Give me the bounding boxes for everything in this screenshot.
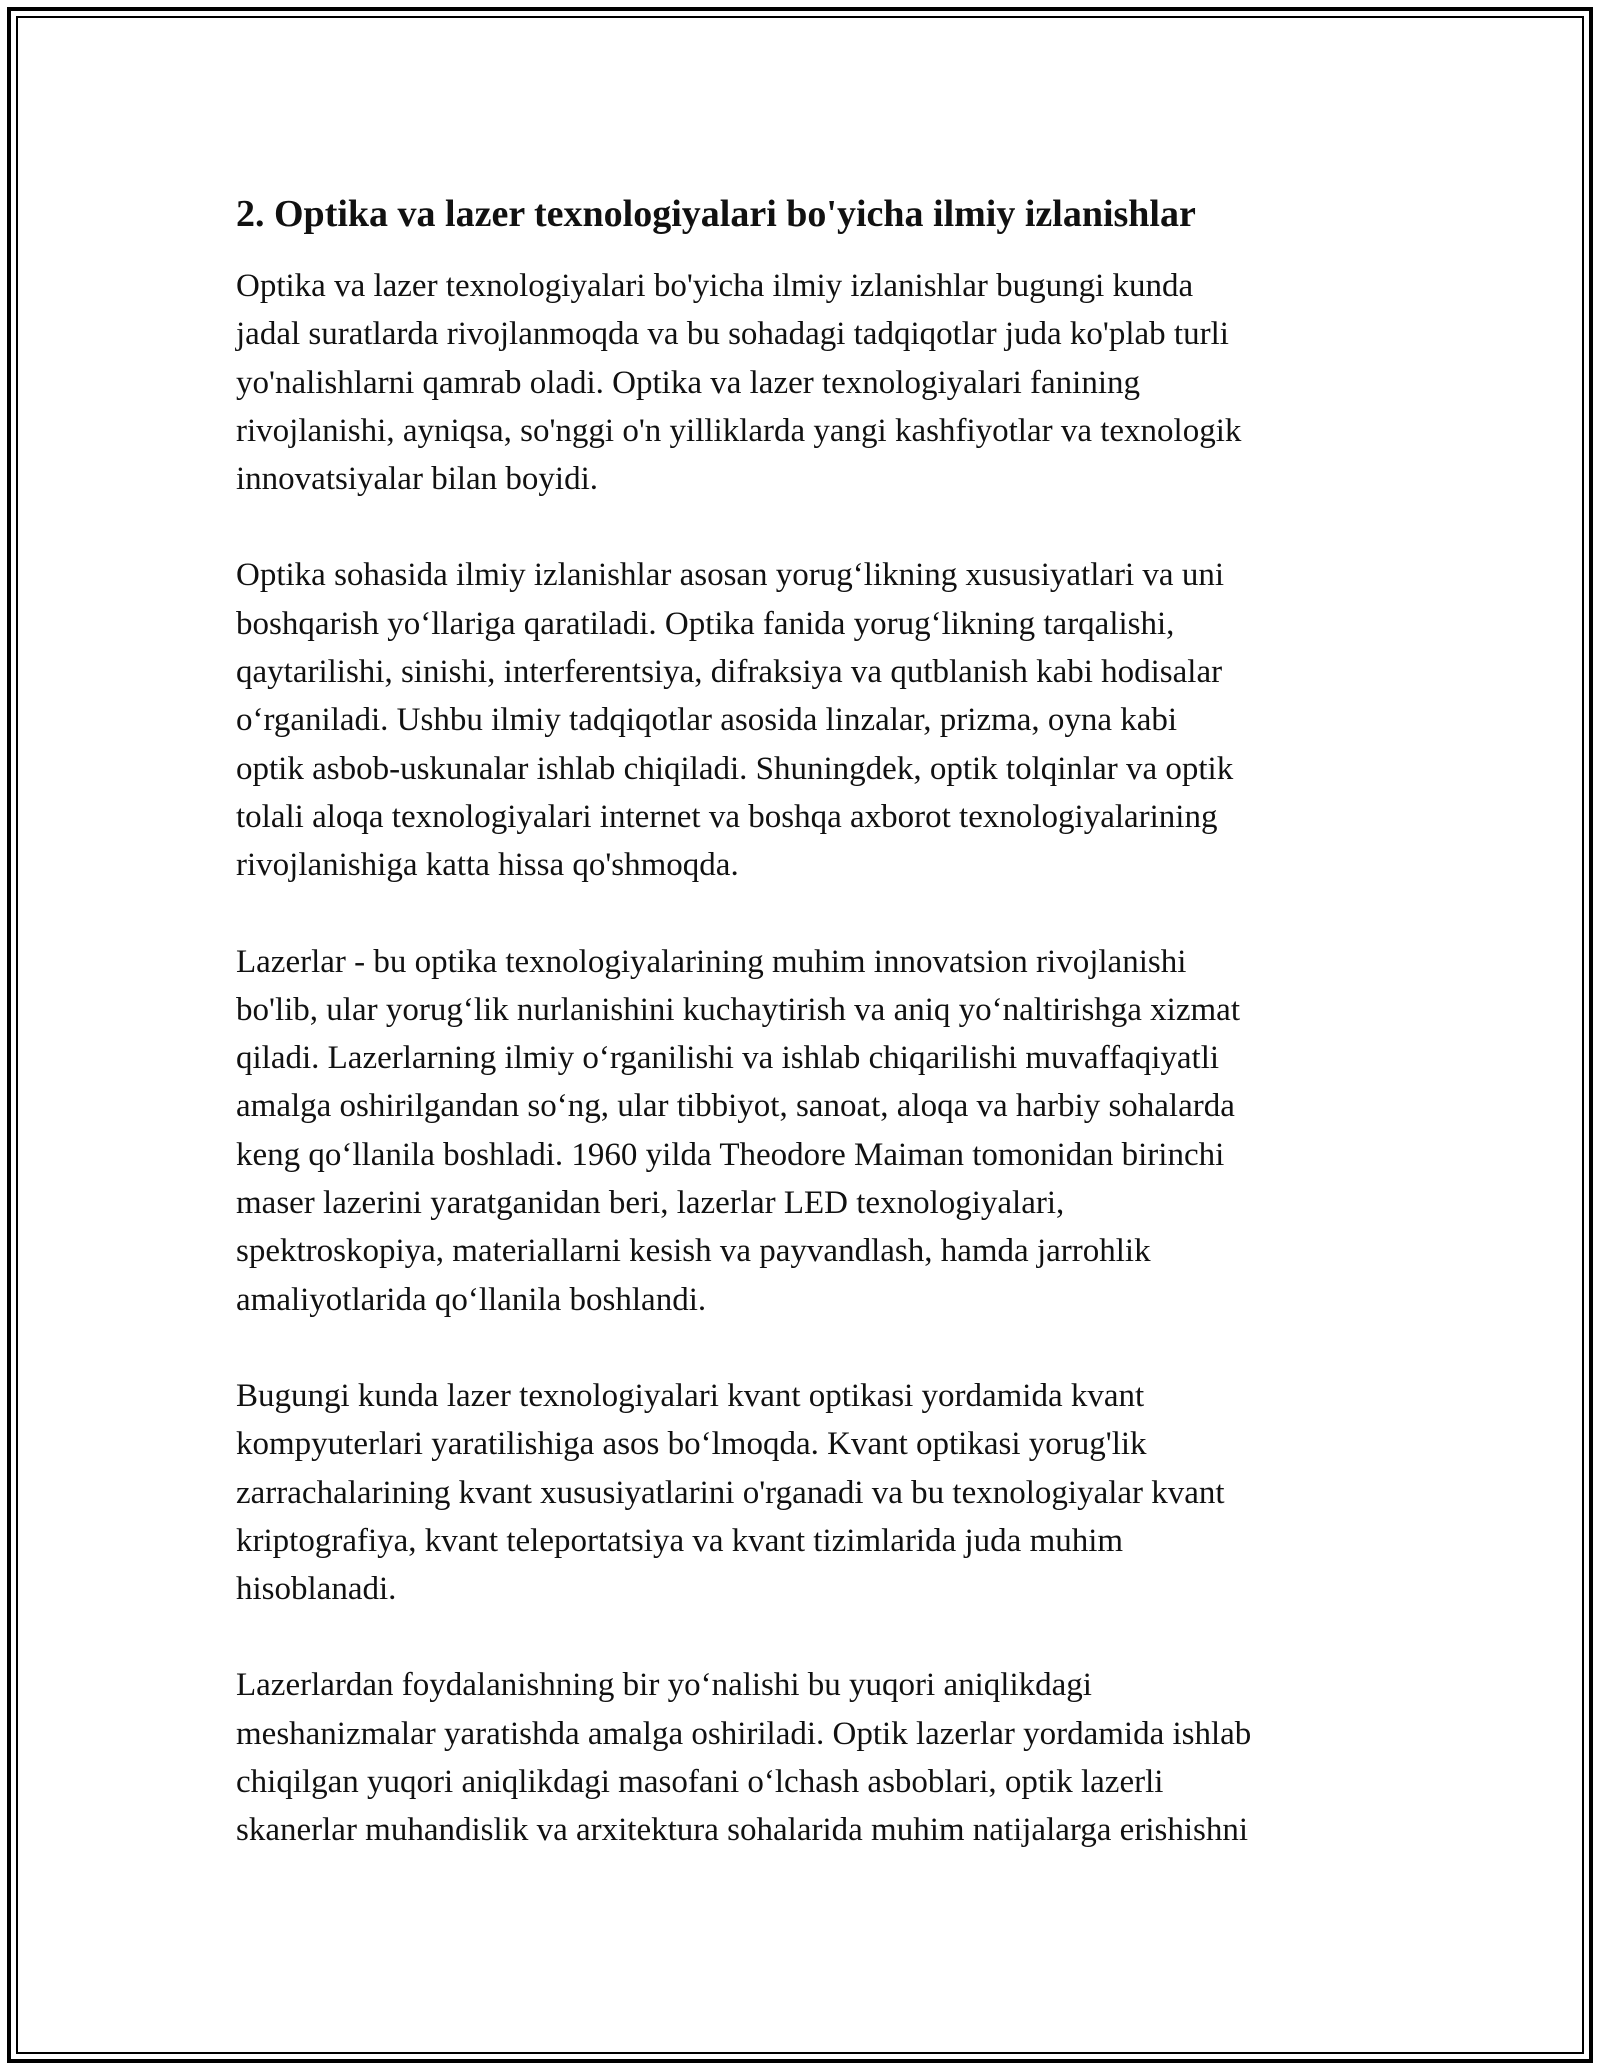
paragraph-intro (236, 262, 1376, 503)
text-line: innovatsiyalar bilan boyidi. (236, 461, 599, 498)
text-line: hisoblanadi. (236, 1571, 397, 1608)
document-body (236, 186, 1376, 1855)
text-line: rivojlanishiga katta hissa qo'shmoqda. (236, 847, 739, 884)
text-line: yo'nalishlarni qamrab oladi. Optika va lazer texnologiyalari fanining (236, 364, 1140, 401)
text-line: amalga oshirilgandan soʻng, ular tibbiyot, sanoat, aloqa va harbiy sohalarda (236, 1088, 1235, 1125)
text-line: zarrachalarining kvant xususiyatlarini o'rganadi va bu texnologiyalar kvant (236, 1474, 1225, 1511)
paragraph-lasers (236, 938, 1376, 1324)
text-line: chiqilgan yuqori aniqlikdagi masofani oʻlchash asboblari, optik lazerli (236, 1764, 1164, 1801)
text-line: jadal suratlarda rivojlanmoqda va bu sohadagi tadqiqotlar juda ko'plab turli (236, 316, 1229, 353)
text-line: maser lazerini yaratganidan beri, lazerlar LED texnologiyalari, (236, 1185, 1065, 1222)
text-line: qaytarilishi, sinishi, interferentsiya, difraksiya va qutblanish kabi hodisalar (236, 654, 1223, 691)
text-line: skanerlar muhandislik va arxitektura sohalarida muhim natijalarga erishishni (236, 1812, 1249, 1849)
text-line: amaliyotlarida qoʻllanila boshlandi. (236, 1281, 707, 1318)
text-line: kompyuterlari yaratilishiga asos boʻlmoqda. Kvant optikasi yorug'lik (236, 1426, 1147, 1463)
text-line: boshqarish yoʻllariga qaratiladi. Optika fanida yorugʻlikning tarqalishi, (236, 605, 1175, 642)
text-line: rivojlanishi, ayniqsa, so'nggi o'n yilliklarda yangi kashfiyotlar va texnologik (236, 412, 1242, 449)
text-line: spektroskopiya, materiallarni kesish va payvandlash, hamda jarrohlik (236, 1233, 1151, 1270)
text-line: Lazerlar - bu optika texnologiyalarining muhim innovatsion rivojlanishi (236, 943, 1187, 980)
text-line: Bugungi kunda lazer texnologiyalari kvant optikasi yordamida kvant (236, 1377, 1145, 1414)
text-line: Optika va lazer texnologiyalari bo'yicha ilmiy izlanishlar bugungi kunda (236, 268, 1194, 304)
paragraph-precision (236, 1661, 1376, 1854)
paragraph-quantum (236, 1372, 1376, 1613)
text-line: oʻrganiladi. Ushbu ilmiy tadqiqotlar asosida linzalar, prizma, oyna kabi (236, 702, 1178, 739)
text-line: Optika sohasida ilmiy izlanishlar asosan yorugʻlikning xususiyatlari va uni (236, 557, 1225, 594)
text-line: Lazerlardan foydalanishning bir yoʻnalishi bu yuqori aniqlikdagi (236, 1667, 1092, 1704)
text-line: optik asbob-uskunalar ishlab chiqiladi. Shuningdek, optik tolqinlar va optik (236, 750, 1234, 787)
section-heading: 2. Optika va lazer texnologiyalari bo'yicha ilmiy izlanishlar (236, 193, 1196, 235)
text-line: keng qoʻllanila boshladi. 1960 yilda Theodore Maiman tomonidan birinchi (236, 1136, 1225, 1173)
text-line: meshanizmalar yaratishda amalga oshiriladi. Optik lazerlar yordamida ishlab (236, 1715, 1252, 1752)
text-line: kriptografiya, kvant teleportatsiya va kvant tizimlarida juda muhim (236, 1522, 1124, 1559)
text-line: tolali aloqa texnologiyalari internet va boshqa axborot texnologiyalarining (236, 798, 1218, 835)
text-line: bo'lib, ular yorugʻlik nurlanishini kuchaytirish va aniq yoʻnaltirishga xizmat (236, 991, 1240, 1028)
paragraph-optics (236, 551, 1376, 889)
text-line: qiladi. Lazerlarning ilmiy oʻrganilishi va ishlab chiqarilishi muvaffaqiyatli (236, 1040, 1220, 1077)
